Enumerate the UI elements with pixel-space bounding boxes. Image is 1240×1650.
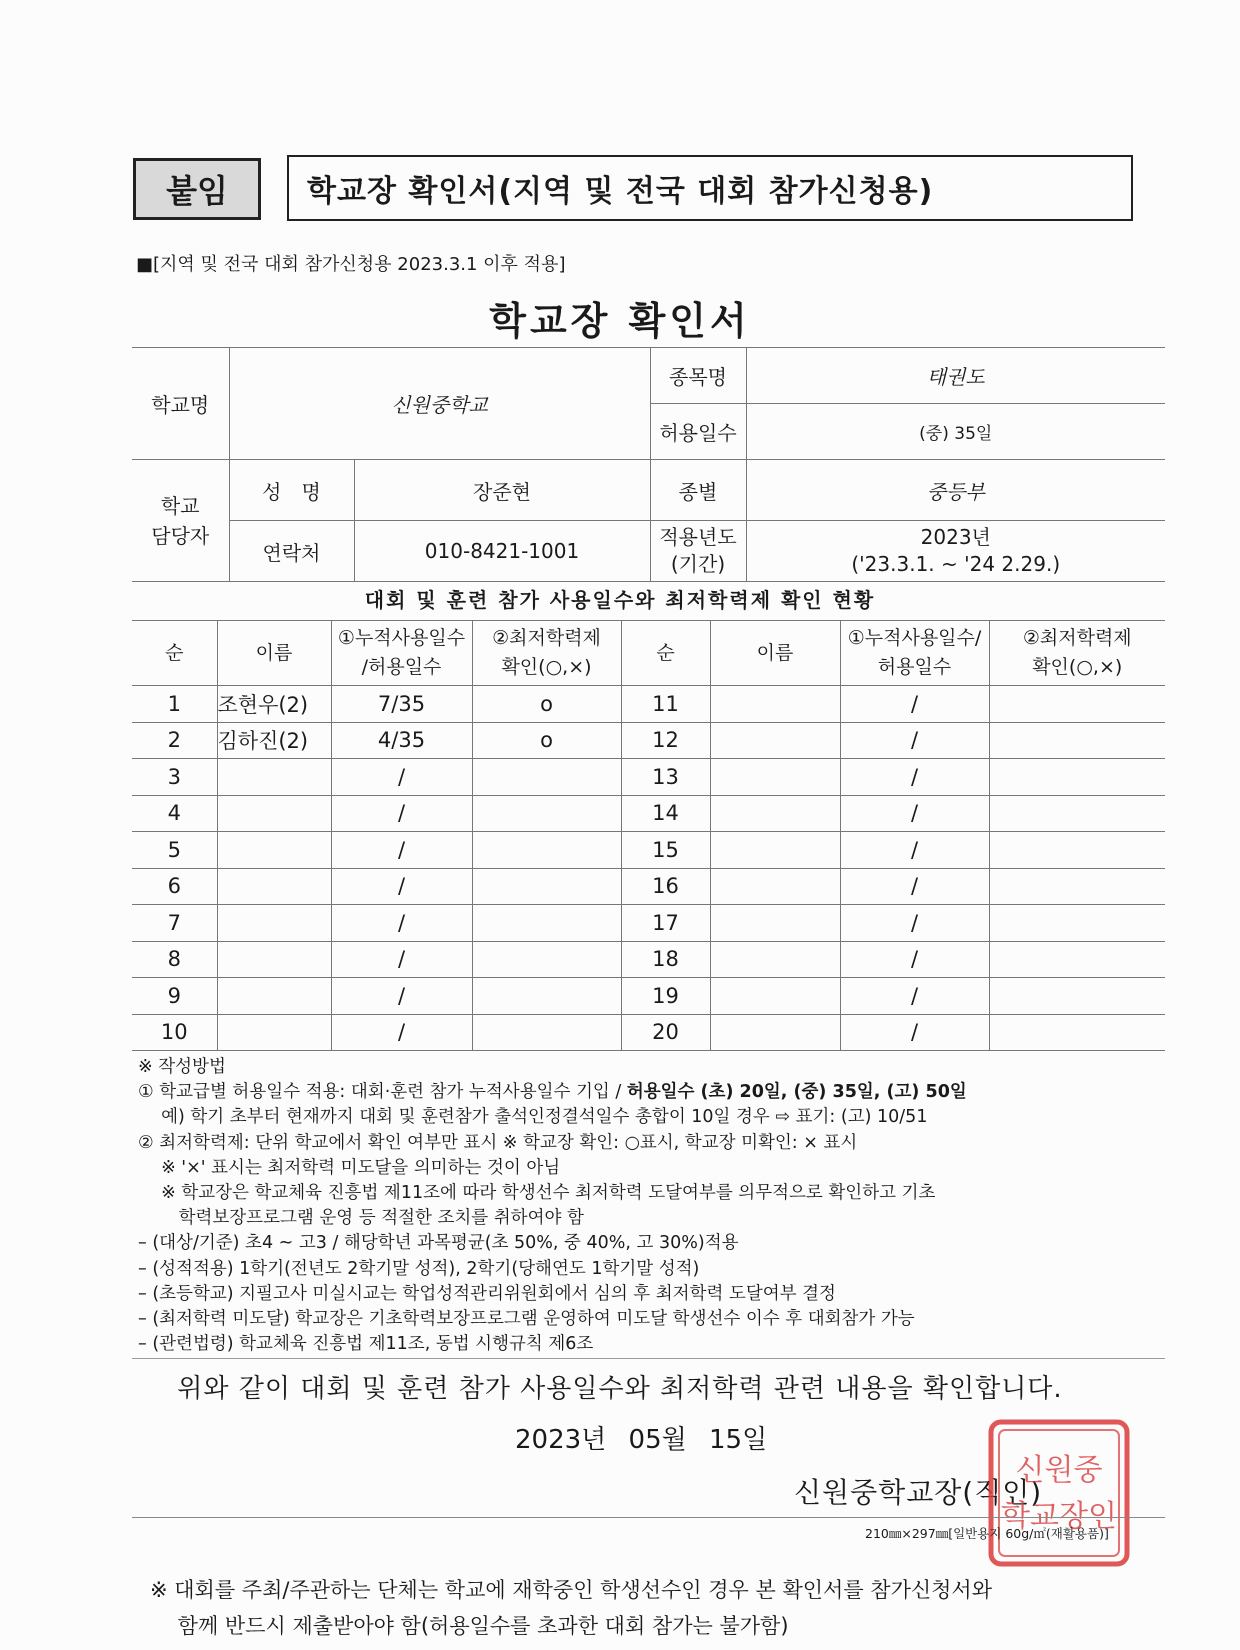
table-cell: 20	[621, 1014, 710, 1051]
school-name-label: 학교명	[132, 348, 229, 460]
allowed-days-label: 허용일수	[650, 404, 746, 460]
footer-line: ※ 대회를 주최/주관하는 단체는 학교에 재학중인 학생선수인 경우 본 확인서를 참가신청서와	[150, 1578, 993, 1602]
table-cell	[989, 722, 1165, 759]
table-row	[132, 759, 1165, 796]
table-cell: 7	[132, 905, 217, 942]
header-cell: 이름	[710, 621, 840, 686]
divider	[132, 1358, 1165, 1359]
table-cell	[217, 832, 331, 869]
table-cell: o	[472, 686, 621, 723]
table-cell	[217, 941, 331, 978]
table-cell: 3	[132, 759, 217, 796]
instruction-line: ※ 학교장은 학교체육 진흥법 제11조에 따라 학생선수 최저학력 도달여부를 의무적으로 확인하고 기초	[138, 1183, 936, 1204]
table-cell	[710, 686, 840, 723]
table-row	[132, 795, 1165, 832]
table-cell: 8	[132, 941, 217, 978]
table-cell: /	[331, 868, 472, 905]
table-cell: 10	[132, 1014, 217, 1051]
instruction-line	[138, 1080, 1178, 1105]
table-cell: /	[331, 941, 472, 978]
table-cell	[217, 1014, 331, 1051]
table-cell	[472, 868, 621, 905]
table-cell: o	[472, 722, 621, 759]
table-cell	[217, 868, 331, 905]
school-name-value: 신원중학교	[229, 348, 650, 460]
table-cell: 16	[621, 868, 710, 905]
principal-signature: 신원중학교장(직인)	[794, 1476, 1043, 1509]
table-cell	[989, 905, 1165, 942]
school-info-table	[132, 347, 1165, 582]
table-row	[132, 1014, 1165, 1051]
category-label: 종별	[650, 460, 746, 521]
table-cell: 11	[621, 686, 710, 723]
header-cell: ①누적사용일수/ 허용일수	[840, 621, 989, 686]
form-title-box: 학교장 확인서(지역 및 전국 대회 참가신청용)	[287, 155, 1133, 221]
table-cell	[472, 1014, 621, 1051]
table-cell: /	[840, 941, 989, 978]
contact-value: 010-8421-1001	[354, 521, 650, 582]
table-cell: 15	[621, 832, 710, 869]
table-cell: 2	[132, 722, 217, 759]
paper-spec: 210㎜×297㎜[일반용지 60g/㎡(재활용품)]	[865, 1526, 1109, 1541]
table-cell	[989, 795, 1165, 832]
table-cell	[710, 978, 840, 1015]
table-cell	[989, 941, 1165, 978]
table-cell: /	[840, 759, 989, 796]
table-cell: 14	[621, 795, 710, 832]
instruction-line: – (초등학교) 지필고사 미실시교는 학업성적관리위원회에서 심의 후 최저학력 도달여부 결정	[138, 1283, 836, 1304]
manager-name-label: 성 명	[229, 460, 354, 521]
footer-note	[150, 1572, 992, 1644]
table-cell: 김하진(2)	[217, 722, 331, 759]
svg-text:신원중: 신원중	[1015, 1453, 1103, 1488]
manager-label: 학교 담당자	[132, 460, 229, 582]
table-cell	[989, 832, 1165, 869]
category-value: 중등부	[746, 460, 1165, 521]
usage-header-row	[132, 621, 1165, 686]
table-cell: /	[331, 978, 472, 1015]
table-cell	[472, 978, 621, 1015]
confirmation-statement: 위와 같이 대회 및 훈련 참가 사용일수와 최저학력 관련 내용을 확인합니다.	[177, 1374, 1063, 1404]
table-cell	[710, 759, 840, 796]
instructions	[138, 1055, 1178, 1357]
instruction-line: – (관련법령) 학교체육 진흥법 제11조, 동법 시행규칙 제6조	[138, 1334, 594, 1355]
manager-name-value: 장준현	[354, 460, 650, 521]
allowed-days-value: (중) 35일	[746, 404, 1165, 460]
table-cell: /	[840, 1014, 989, 1051]
table-row	[132, 941, 1165, 978]
table-cell: 18	[621, 941, 710, 978]
table-cell: /	[840, 795, 989, 832]
table-cell: 조현우(2)	[217, 686, 331, 723]
table-cell	[217, 978, 331, 1015]
table-cell: /	[840, 978, 989, 1015]
table-cell: /	[331, 905, 472, 942]
instruction-line: ② 최저학력제: 단위 학교에서 확인 여부만 표시 ※ 학교장 확인: ○표시, 학교장 미확인: × 표시	[138, 1132, 858, 1153]
usage-table	[132, 620, 1165, 1051]
attachment-label: 붙임	[133, 158, 261, 220]
instruction-line: – (최저학력 미도달) 학교장은 기초학력보장프로그램 운영하여 미도달 학생선수 이수 후 대회참가 가능	[138, 1309, 915, 1330]
header-cell: 이름	[217, 621, 331, 686]
instruction-line: ※ '×' 표시는 최저학력 미도달을 의미하는 것이 아님	[138, 1157, 561, 1178]
event-value: 태권도	[746, 348, 1165, 404]
table-cell: 7/35	[331, 686, 472, 723]
table-cell: /	[331, 832, 472, 869]
table-cell	[710, 832, 840, 869]
contact-label: 연락처	[229, 521, 354, 582]
divider	[132, 1517, 1165, 1518]
instructions-title: ※ 작성방법	[138, 1057, 226, 1077]
table-cell: 9	[132, 978, 217, 1015]
table-cell	[710, 722, 840, 759]
table-cell	[217, 795, 331, 832]
apply-year-value: 2023년 ('23.3.1. ~ '24 2.29.)	[746, 521, 1165, 582]
table-cell	[472, 759, 621, 796]
header-cell: 순	[621, 621, 710, 686]
instruction-line: 예) 학기 초부터 현재까지 대회 및 훈련참가 출석인정결석일수 총합이 10일 경우 ⇨ 표기: (고) 10/51	[138, 1107, 928, 1128]
apply-year-label: 적용년도 (기간)	[650, 521, 746, 582]
instruction-line: – (성적적용) 1학기(전년도 2학기말 성적), 2학기(당해연도 1학기말 성적)	[138, 1258, 700, 1279]
table-row	[132, 905, 1165, 942]
table-cell: /	[331, 1014, 472, 1051]
header-cell: ②최저학력제 확인(○,×)	[472, 621, 621, 686]
table-cell	[472, 832, 621, 869]
applicability-note: ■[지역 및 전국 대회 참가신청용 2023.3.1 이후 적용]	[136, 254, 566, 275]
svg-text:학교장인: 학교장인	[1001, 1499, 1117, 1534]
table-cell	[710, 868, 840, 905]
table-cell	[710, 795, 840, 832]
table-row	[132, 832, 1165, 869]
table-cell	[710, 1014, 840, 1051]
header-cell: 순	[132, 621, 217, 686]
table-cell	[989, 1014, 1165, 1051]
table-cell: 17	[621, 905, 710, 942]
footer-line: 함께 반드시 제출받아야 함(허용일수를 초과한 대회 참가는 불가함)	[150, 1614, 789, 1638]
table-cell	[989, 686, 1165, 723]
table-cell	[217, 905, 331, 942]
table-cell	[710, 941, 840, 978]
table-cell: 4/35	[331, 722, 472, 759]
table-cell: 1	[132, 686, 217, 723]
table-cell	[989, 978, 1165, 1015]
table-cell: 5	[132, 832, 217, 869]
instruction-emphasis: 허용일수 (초) 20일, (중) 35일, (고) 50일	[626, 1082, 967, 1103]
table-cell: /	[840, 722, 989, 759]
official-seal	[987, 1418, 1131, 1568]
header-cell: ②최저학력제 확인(○,×)	[989, 621, 1165, 686]
instruction-line: – (대상/기준) 초4 ~ 고3 / 해당학년 과목평균(초 50%, 중 40%, 고 30%)적용	[138, 1233, 739, 1254]
table-cell	[710, 905, 840, 942]
table-row	[132, 868, 1165, 905]
table-cell	[217, 759, 331, 796]
table-cell: 13	[621, 759, 710, 796]
table-cell	[989, 759, 1165, 796]
table-cell: 4	[132, 795, 217, 832]
table-cell: /	[331, 759, 472, 796]
table-cell: 19	[621, 978, 710, 1015]
issue-date: 2023년 05월 15일	[515, 1425, 768, 1455]
table-cell: /	[331, 795, 472, 832]
table-cell	[472, 941, 621, 978]
table-cell	[472, 905, 621, 942]
table-cell	[989, 868, 1165, 905]
instruction-line: 학력보장프로그램 운영 등 적절한 조치를 취하여야 함	[138, 1208, 584, 1229]
table-cell: /	[840, 868, 989, 905]
table-cell	[472, 795, 621, 832]
table-cell: /	[840, 905, 989, 942]
page-title: 학교장 확인서	[489, 299, 751, 343]
table-cell: /	[840, 686, 989, 723]
instruction-text: ① 학교급별 허용일수 적용: 대회·훈련 참가 누적사용일수 기입 /	[138, 1082, 627, 1103]
header-cell: ①누적사용일수 /허용일수	[331, 621, 472, 686]
table-cell: 12	[621, 722, 710, 759]
usage-section-title: 대회 및 훈련 참가 사용일수와 최저학력제 확인 현황	[364, 588, 876, 612]
event-label: 종목명	[650, 348, 746, 404]
table-row	[132, 686, 1165, 723]
table-row	[132, 722, 1165, 759]
table-cell: /	[840, 832, 989, 869]
table-row	[132, 978, 1165, 1015]
table-cell: 6	[132, 868, 217, 905]
